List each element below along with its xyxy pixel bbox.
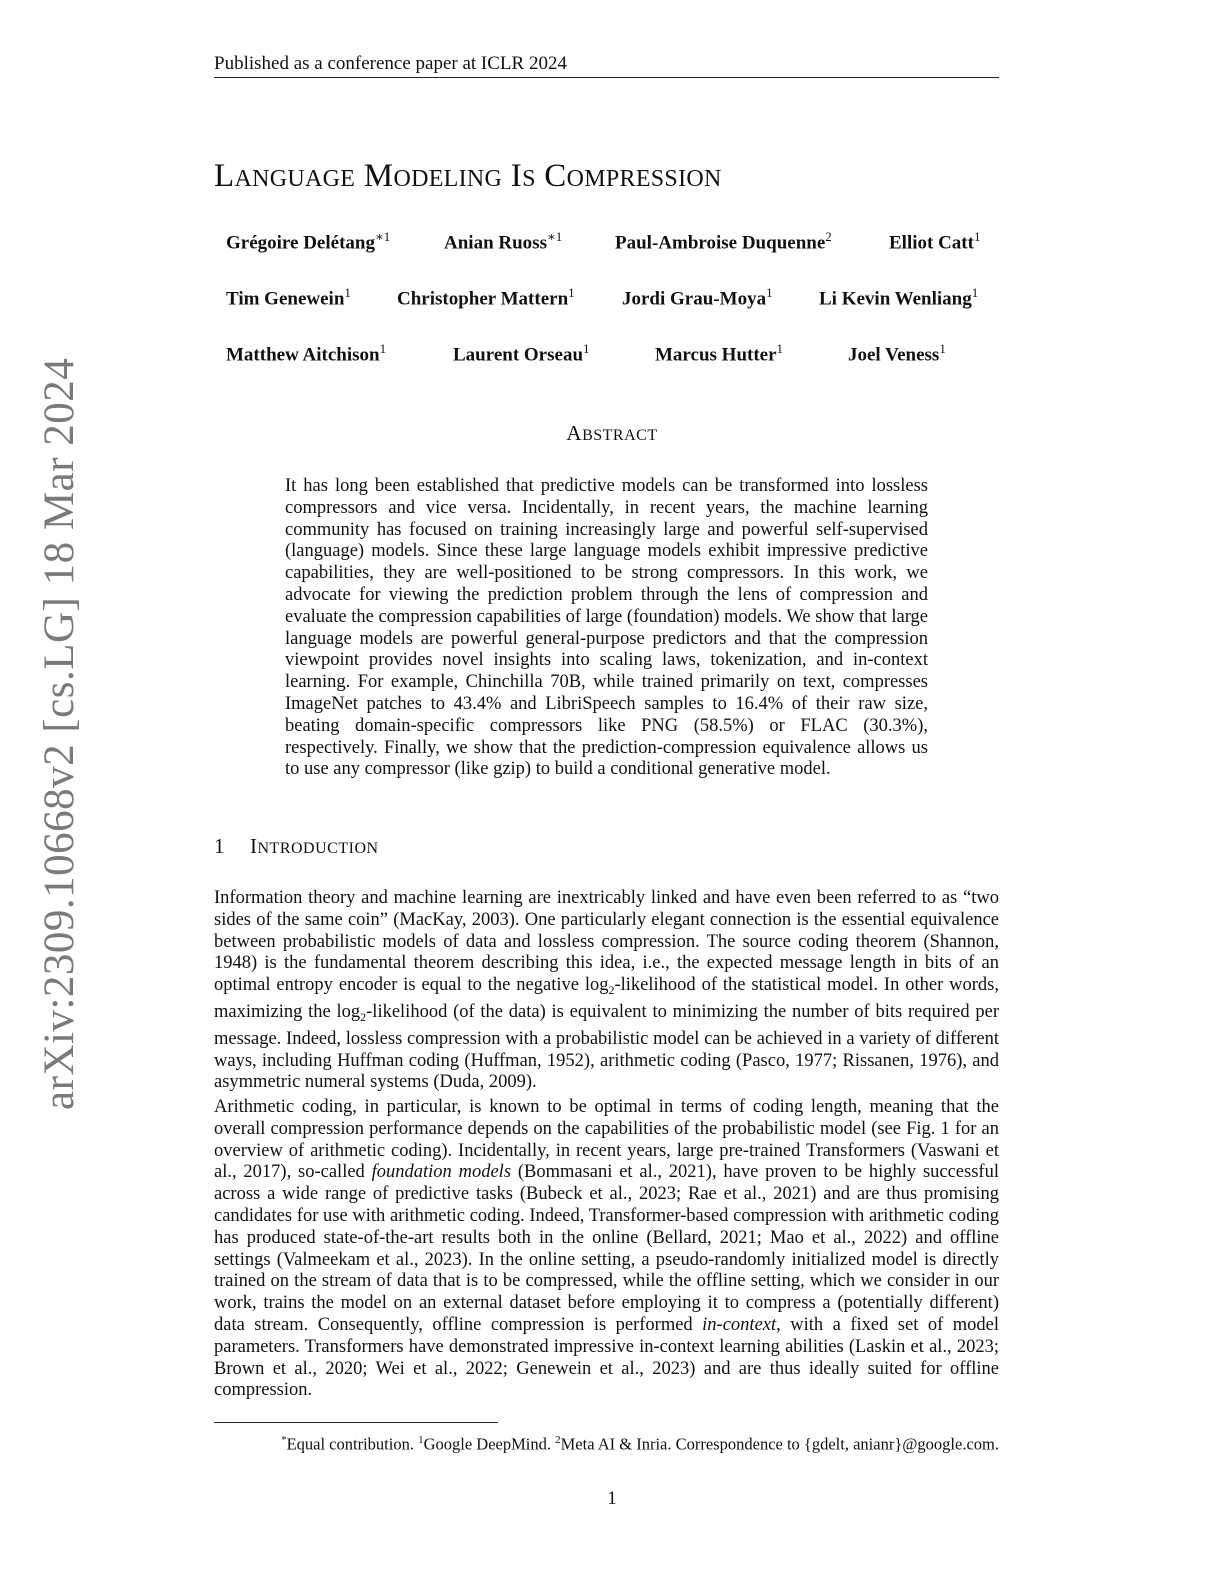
running-head: Published as a conference paper at ICLR 2024 [214,52,999,78]
author: Laurent Orseau$^1$ [453,341,590,366]
author: Paul-Ambroise Duquenne$^2$ [615,229,832,254]
author: Grégoire Delétang$^{∗1}$ [226,229,391,254]
author: Tim Genewein$^1$ [226,285,351,310]
author: Li Kevin Wenliang$^1$ [819,285,979,310]
page-number: 1 [607,1488,617,1509]
section-number: 1 [214,834,225,858]
author-row-3 [214,341,999,367]
author: Marcus Hutter$^1$ [655,341,784,366]
author-row-2 [214,285,999,311]
author: Matthew Aitchison$^1$ [226,341,387,366]
section-title: INTRODUCTION [250,834,379,858]
author: Joel Veness$^1$ [848,341,946,366]
paper-title: LANGUAGE MODELING IS COMPRESSION [214,158,722,194]
author: Jordi Grau-Moya$^1$ [622,285,773,310]
abstract-heading: ABSTRACT [566,421,658,445]
footnote-rule [214,1422,498,1423]
intro-paragraph-1: Information theory and machine learning are inextricably linked and have even been referred to as “two sides of the same coin” (MacKay, 2003). One particularly elegant connection is the essential equivalence between probabilistic models of data and lossless compression. The source coding theorem (Shannon, 1948) is the fundamental theorem describing this idea, i.e., the expected message length in bits of an optimal entropy encoder is equal to the negative $\log_2$-likelihood of the statistical model. In other words, maximizing the $\log_2$-likelihood (of the data) is equivalent to minimizing the number of bits required per message. Indeed, lossless compression with a probabilistic model can be achieved in a variety of different ways, including Huffman coding (Huffman, 1952), arithmetic coding (Pasco, 1977; Rissanen, 1976), and asymmetric numeral systems (Duda, 2009). [214,888,999,1093]
author: Christopher Mattern$^1$ [397,285,575,310]
author: Anian Ruoss$^{∗1}$ [444,229,563,254]
section-heading [214,834,379,859]
author-row-1 [214,229,999,255]
arxiv-stamp: arXiv:2309.10668v2 [cs.LG] 18 Mar 2024 [36,357,83,1110]
intro-paragraph-2: Arithmetic coding, in particular, is known to be optimal in terms of coding length, meaning that the overall compression performance depends on the capabilities of the probabilistic model (see Fig. 1 for an overview of arithmetic coding). Incidentally, in recent years, large pre-trained Transformers (Vaswani et al., 2017), so-called foundation models (Bommasani et al., 2021), have proven to be highly successful across a wide range of predictive tasks (Bubeck et al., 2023; Rae et al., 2021) and are thus promising candidates for use with arithmetic coding. Indeed, Transformer-based compression with arithmetic coding has produced state-of-the-art results both in the online (Bellard, 2021; Mao et al., 2022) and offline settings (Valmeekam et al., 2023). In the online setting, a pseudo-randomly initialized model is directly trained on the stream of data that is to be compressed, while the offline setting, which we consider in our work, trains the model on an external dataset before employing it to compress a (potentially different) data stream. Consequently, offline compression is performed in-context, with a fixed set of model parameters. Transformers have demonstrated impressive in-context learning abilities (Laskin et al., 2023; Brown et al., 2020; Wei et al., 2022; Genewein et al., 2023) and are thus ideally suited for offline compression. [214,1097,999,1401]
footnote: *Equal contribution. $^1$Google DeepMind. $^2$Meta AI & Inria. Correspondence to {gdelt, anianr}@google.com. [281,1434,999,1454]
abstract-text: It has long been established that predictive models can be transformed into lossless compressors and vice versa. Incidentally, in recent years, the machine learning community has focused on training increasingly large and powerful self-supervised (language) models. Since these large language models exhibit impressive predictive capabilities, they are well-positioned to be strong compressors. In this work, we advocate for viewing the prediction problem through the lens of compression and evaluate the compression capabilities of large (foundation) models. We show that large language models are powerful general-purpose predictors and that the compression viewpoint provides novel insights into scaling laws, tokenization, and in-context learning. For example, Chinchilla 70B, while trained primarily on text, compresses ImageNet patches to 43.4% and LibriSpeech samples to 16.4% of their raw size, beating domain-specific compressors like PNG (58.5%) or FLAC (30.3%), respectively. Finally, we show that the prediction-compression equivalence allows us to use any compressor (like gzip) to build a conditional generative model. [285,476,928,780]
author: Elliot Catt$^1$ [889,229,981,254]
